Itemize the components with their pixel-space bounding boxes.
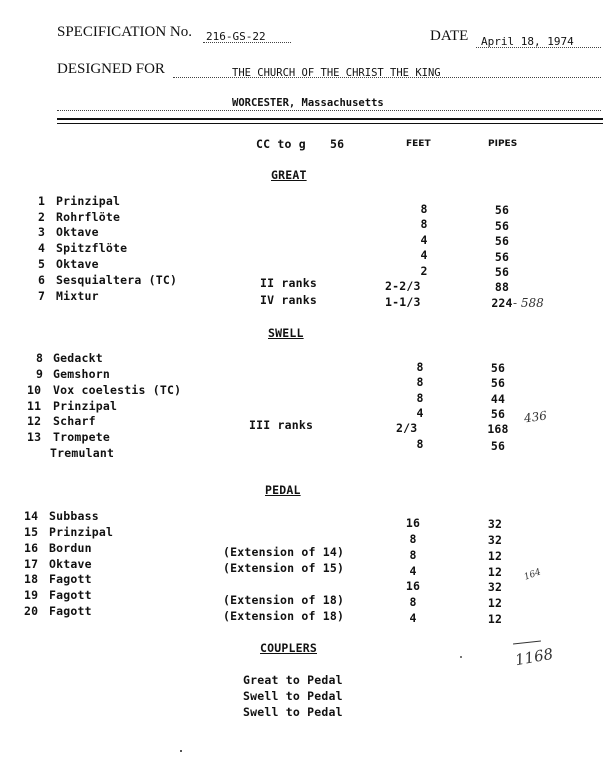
- stop-number: 18: [24, 572, 39, 586]
- stop-feet: 8: [416, 375, 424, 389]
- stop-pipes: 32: [487, 517, 503, 531]
- stop-name: Tremulant: [50, 446, 115, 460]
- stop-feet: 8: [409, 595, 417, 609]
- stop-name: Gemshorn: [53, 367, 110, 381]
- stop-name: Oktave: [56, 225, 99, 239]
- stop-name: Scharf: [53, 414, 96, 428]
- stop-feet: 2-2/3: [385, 279, 421, 293]
- stop-feet: 2/3: [396, 421, 418, 435]
- stop-name: Sesquialtera (TC): [56, 273, 178, 287]
- stop-name: Fagott: [49, 588, 92, 602]
- coupler-item: Great to Pedal: [243, 673, 343, 687]
- stop-feet: 1-1/3: [385, 295, 421, 309]
- stop-pipes: 32: [487, 580, 503, 594]
- stop-pipes: 56: [494, 234, 510, 248]
- stop-name: Gedackt: [53, 351, 103, 365]
- stop-pipes: 168: [487, 422, 509, 436]
- stop-feet: 8: [416, 437, 424, 451]
- stop-extension-note: (Extension of 15): [223, 561, 345, 575]
- stop-pipes: 56: [494, 250, 510, 264]
- date-value: April 18, 1974: [481, 35, 574, 48]
- stop-pipes: 12: [487, 596, 503, 610]
- handwritten-grand-total-value: 1168: [513, 644, 555, 670]
- stop-pipes: 56: [494, 265, 510, 279]
- stop-number: 2: [38, 210, 46, 224]
- stop-feet: 4: [420, 233, 428, 247]
- stop-feet: 8: [409, 548, 417, 562]
- couplers-heading: COUPLERS: [260, 641, 317, 655]
- stop-number: 9: [36, 367, 44, 381]
- stop-ranks: II ranks: [260, 276, 317, 290]
- stop-pipes: 32: [487, 533, 503, 547]
- stop-name: Vox coelestis (TC): [53, 383, 182, 397]
- stop-feet: 16: [405, 516, 421, 530]
- stop-number: 3: [38, 225, 46, 239]
- stop-number: 5: [38, 257, 46, 271]
- header-rule-bottom: [57, 123, 603, 124]
- stop-name: Prinzipal: [53, 399, 118, 413]
- stop-feet: 8: [409, 532, 417, 546]
- stop-pipes: 56: [494, 219, 510, 233]
- handwritten-great-total: - 588: [513, 296, 544, 310]
- stop-feet: 8: [420, 202, 428, 216]
- designed-dotline-2: [57, 110, 601, 111]
- stop-pipes: 56: [494, 203, 510, 217]
- handwritten-swell-total: 436: [523, 408, 548, 426]
- stop-pipes: 88: [494, 280, 510, 294]
- stop-feet: 8: [420, 217, 428, 231]
- stop-name: Fagott: [49, 572, 92, 586]
- stop-pipes: 56: [490, 376, 506, 390]
- church-location: WORCESTER, Massachusetts: [232, 97, 384, 109]
- stop-pipes: 56: [490, 361, 506, 375]
- stop-number: 17: [24, 557, 39, 571]
- stop-ranks: III ranks: [249, 418, 314, 432]
- stop-pipes: 56: [490, 407, 506, 421]
- stop-pipes: 12: [487, 612, 503, 626]
- great-heading: GREAT: [271, 168, 307, 182]
- handwritten-overline: [513, 641, 541, 645]
- header-rule-top: [57, 118, 603, 120]
- stop-extension-note: (Extension of 18): [223, 593, 345, 607]
- stop-feet: 8: [416, 360, 424, 374]
- stop-name: Fagott: [49, 604, 92, 618]
- stop-number: 1: [38, 194, 46, 208]
- stop-name: Rohrflöte: [56, 210, 121, 224]
- handwritten-pedal-total: 164: [522, 567, 543, 583]
- stop-pipes: 12: [487, 549, 503, 563]
- church-name: THE CHURCH OF THE CHRIST THE KING: [232, 67, 441, 79]
- stop-feet: 2: [420, 264, 428, 278]
- spec-number: 216-GS-22: [206, 30, 266, 43]
- stop-feet: 4: [409, 564, 417, 578]
- spec-dotline: [203, 42, 291, 43]
- compass-range: CC to g: [256, 137, 306, 151]
- pipes-header: PIPES: [488, 139, 518, 149]
- stop-feet: 4: [409, 611, 417, 625]
- stop-number: 10: [27, 383, 42, 397]
- designed-for-label: DESIGNED FOR: [57, 61, 165, 77]
- stop-feet: 4: [416, 406, 424, 420]
- stop-feet: 16: [405, 579, 421, 593]
- scan-speck: [180, 750, 182, 752]
- stop-name: Prinzipal: [49, 525, 114, 539]
- stop-number: 7: [38, 289, 46, 303]
- coupler-item: Swell to Pedal: [243, 689, 343, 703]
- stop-number: 15: [24, 525, 39, 539]
- stop-name: Trompete: [53, 430, 110, 444]
- stop-pipes: 44: [490, 392, 506, 406]
- stop-name: Oktave: [56, 257, 99, 271]
- spec-label: SPECIFICATION No.: [57, 24, 193, 40]
- stop-ranks: IV ranks: [260, 293, 317, 307]
- stop-extension-note: (Extension of 18): [223, 609, 345, 623]
- stop-name: Bordun: [49, 541, 92, 555]
- coupler-item: Swell to Pedal: [243, 705, 343, 719]
- stop-number: 4: [38, 241, 46, 255]
- feet-header: FEET: [406, 139, 431, 149]
- stop-pipes: 56: [490, 439, 506, 453]
- stop-number: 8: [36, 351, 44, 365]
- date-dotline: [476, 47, 601, 48]
- stop-number: 19: [24, 588, 39, 602]
- stop-number: 11: [27, 399, 42, 413]
- stop-number: 13: [27, 430, 42, 444]
- stop-number: 20: [24, 604, 39, 618]
- stop-extension-note: (Extension of 14): [223, 545, 345, 559]
- stop-pipes: 224: [491, 296, 513, 310]
- date-label: DATE: [430, 28, 469, 44]
- stop-number: 6: [38, 273, 46, 287]
- stop-number: 14: [24, 509, 39, 523]
- scan-speck: [460, 656, 462, 658]
- stop-name: Spitzflöte: [56, 241, 128, 255]
- swell-heading: SWELL: [268, 326, 304, 340]
- stop-name: Subbass: [49, 509, 99, 523]
- stop-pipes: 12: [487, 565, 503, 579]
- stop-number: 12: [27, 414, 42, 428]
- stop-feet: 8: [416, 391, 424, 405]
- pedal-heading: PEDAL: [265, 483, 301, 497]
- compass-notes: 56: [330, 137, 345, 151]
- stop-name: Mixtur: [56, 289, 99, 303]
- stop-name: Oktave: [49, 557, 92, 571]
- stop-number: 16: [24, 541, 39, 555]
- stop-feet: 4: [420, 248, 428, 262]
- stop-name: Prinzipal: [56, 194, 121, 208]
